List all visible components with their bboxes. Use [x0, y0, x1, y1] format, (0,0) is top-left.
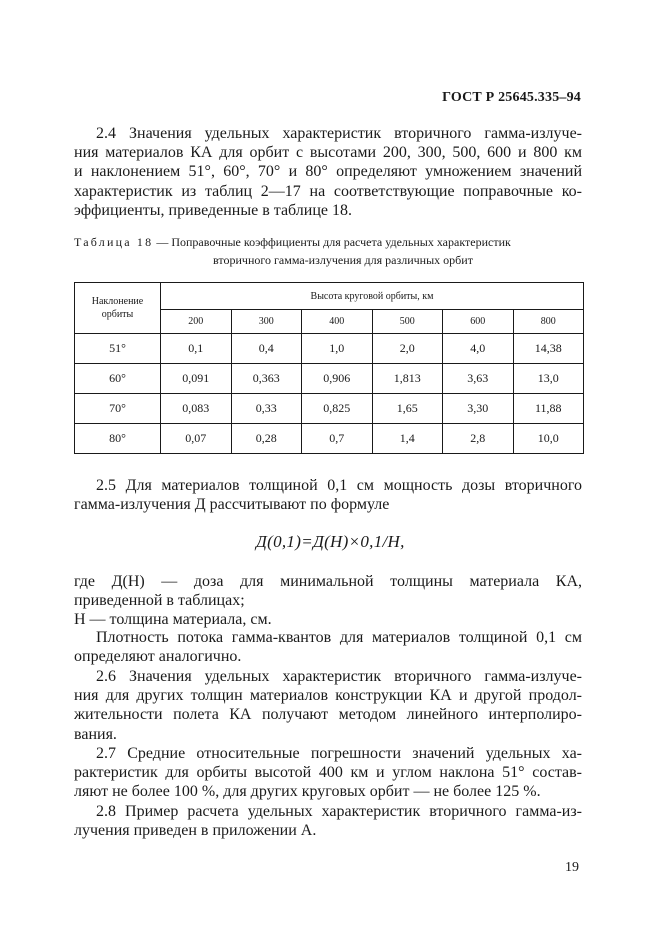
- column-header-height: 500: [372, 310, 443, 334]
- table-cell: 14,38: [513, 334, 584, 364]
- correction-coefficients-table: [74, 282, 584, 454]
- table-caption-line-1: — Поправочные коэффициенты для расчета удельных характеристик: [153, 235, 511, 249]
- table-cell: 13,0: [513, 364, 584, 394]
- document-code-header: ГОСТ Р 25645.335–94: [442, 90, 581, 105]
- text-line: 2.6 Значения удельных характеристик вторичного гамма-излуче-: [96, 668, 582, 685]
- formula-legend: [74, 572, 582, 630]
- table-cell: 1,65: [372, 394, 443, 424]
- paragraph-2-8: [74, 802, 582, 840]
- table-caption: [74, 233, 582, 269]
- table-cell: 0,28: [231, 424, 302, 454]
- table-cell: 0,7: [302, 424, 373, 454]
- table-cell: 3,30: [443, 394, 514, 424]
- table-cell: 2,8: [443, 424, 514, 454]
- text-line: гамма-излучения Д рассчитывают по формуле: [74, 496, 390, 514]
- table-row: [75, 334, 584, 364]
- text-line: определяют аналогично.: [74, 648, 242, 666]
- text-line: приведенной в таблицах;: [74, 592, 245, 610]
- inclination-cell: 70°: [75, 394, 161, 424]
- paragraph-2-6: [74, 667, 582, 744]
- text-line: лучения приведен в приложении А.: [74, 822, 317, 840]
- table-cell: 4,0: [443, 334, 514, 364]
- text-line: и наклонением 51°, 60°, 70° и 80° определяют умножением значений: [74, 163, 582, 181]
- text-line: ляют не более 100 %, для других круговых орбит — не более 125 %.: [74, 783, 541, 801]
- table-cell: 1,0: [302, 334, 373, 364]
- text-line: 2.4 Значения удельных характеристик вторичного гамма-излуче-: [96, 125, 582, 142]
- paragraph-flux-density: [74, 628, 582, 666]
- table-row: [75, 424, 584, 454]
- table-cell: 11,88: [513, 394, 584, 424]
- text-line: вания.: [74, 725, 117, 743]
- dose-formula: Д(0,1)=Д(Н)×0,1/Н,: [256, 532, 405, 551]
- text-line: 2.8 Пример расчета удельных характеристик вторичного гамма-из-: [96, 803, 582, 820]
- table-caption-line-2: вторичного гамма-излучения для различных орбит: [213, 253, 473, 267]
- text-line: 2.7 Средние относительные погрешности значений удельных ха-: [96, 745, 582, 762]
- table-cell: 0,083: [161, 394, 232, 424]
- inclination-cell: 60°: [75, 364, 161, 394]
- table-cell: 2,0: [372, 334, 443, 364]
- table-cell: 3,63: [443, 364, 514, 394]
- paragraph-2-4: [74, 124, 582, 220]
- column-header-height: 300: [231, 310, 302, 334]
- table-cell: 0,363: [231, 364, 302, 394]
- column-header-height: 800: [513, 310, 584, 334]
- column-header-height: 200: [161, 310, 232, 334]
- text-line: рактеристик для орбиты высотой 400 км и углом наклона 51° состав-: [74, 764, 582, 782]
- table-cell: 0,091: [161, 364, 232, 394]
- table-cell: 0,33: [231, 394, 302, 424]
- paragraph-2-5: [74, 476, 582, 514]
- page-number: 19: [565, 860, 579, 875]
- table-row: [75, 394, 584, 424]
- table-cell: 1,813: [372, 364, 443, 394]
- paragraph-2-7: [74, 744, 582, 802]
- table-cell: 0,4: [231, 334, 302, 364]
- table-cell: 10,0: [513, 424, 584, 454]
- text-line: ния для других толщин материалов конструкции КА и другой продол-: [74, 687, 582, 705]
- table-cell: 1,4: [372, 424, 443, 454]
- text-line: характеристик из таблиц 2—17 на соответствующие поправочные ко-: [74, 182, 582, 200]
- inclination-cell: 80°: [75, 424, 161, 454]
- text-line: 2.5 Для материалов толщиной 0,1 см мощность дозы вторичного: [96, 477, 582, 494]
- table-row: [75, 364, 584, 394]
- text-line: ния материалов КА для орбит с высотами 200, 300, 500, 600 и 800 км: [74, 144, 582, 162]
- table-cell: 0,906: [302, 364, 373, 394]
- table-cell: 0,07: [161, 424, 232, 454]
- text-line: Н — толщина материала, см.: [74, 611, 272, 629]
- table-cell: 0,825: [302, 394, 373, 424]
- text-line: эффициенты, приведенные в таблице 18.: [74, 201, 352, 219]
- table-cell: 0,1: [161, 334, 232, 364]
- column-header-height: 400: [302, 310, 373, 334]
- text-line: жительности полета КА получают методом линейного интерполиро-: [74, 706, 582, 724]
- column-header-height: 600: [443, 310, 514, 334]
- column-header-inclination: Наклонение орбиты: [75, 283, 161, 334]
- column-header-orbit-height: Высота круговой орбиты, км: [161, 283, 584, 310]
- text-line: где Д(Н) — доза для минимальной толщины материала КА,: [74, 573, 582, 590]
- inclination-cell: 51°: [75, 334, 161, 364]
- table-label: Таблица 18: [74, 235, 154, 249]
- text-line: Плотность потока гамма-квантов для материалов толщиной 0,1 см: [96, 629, 582, 646]
